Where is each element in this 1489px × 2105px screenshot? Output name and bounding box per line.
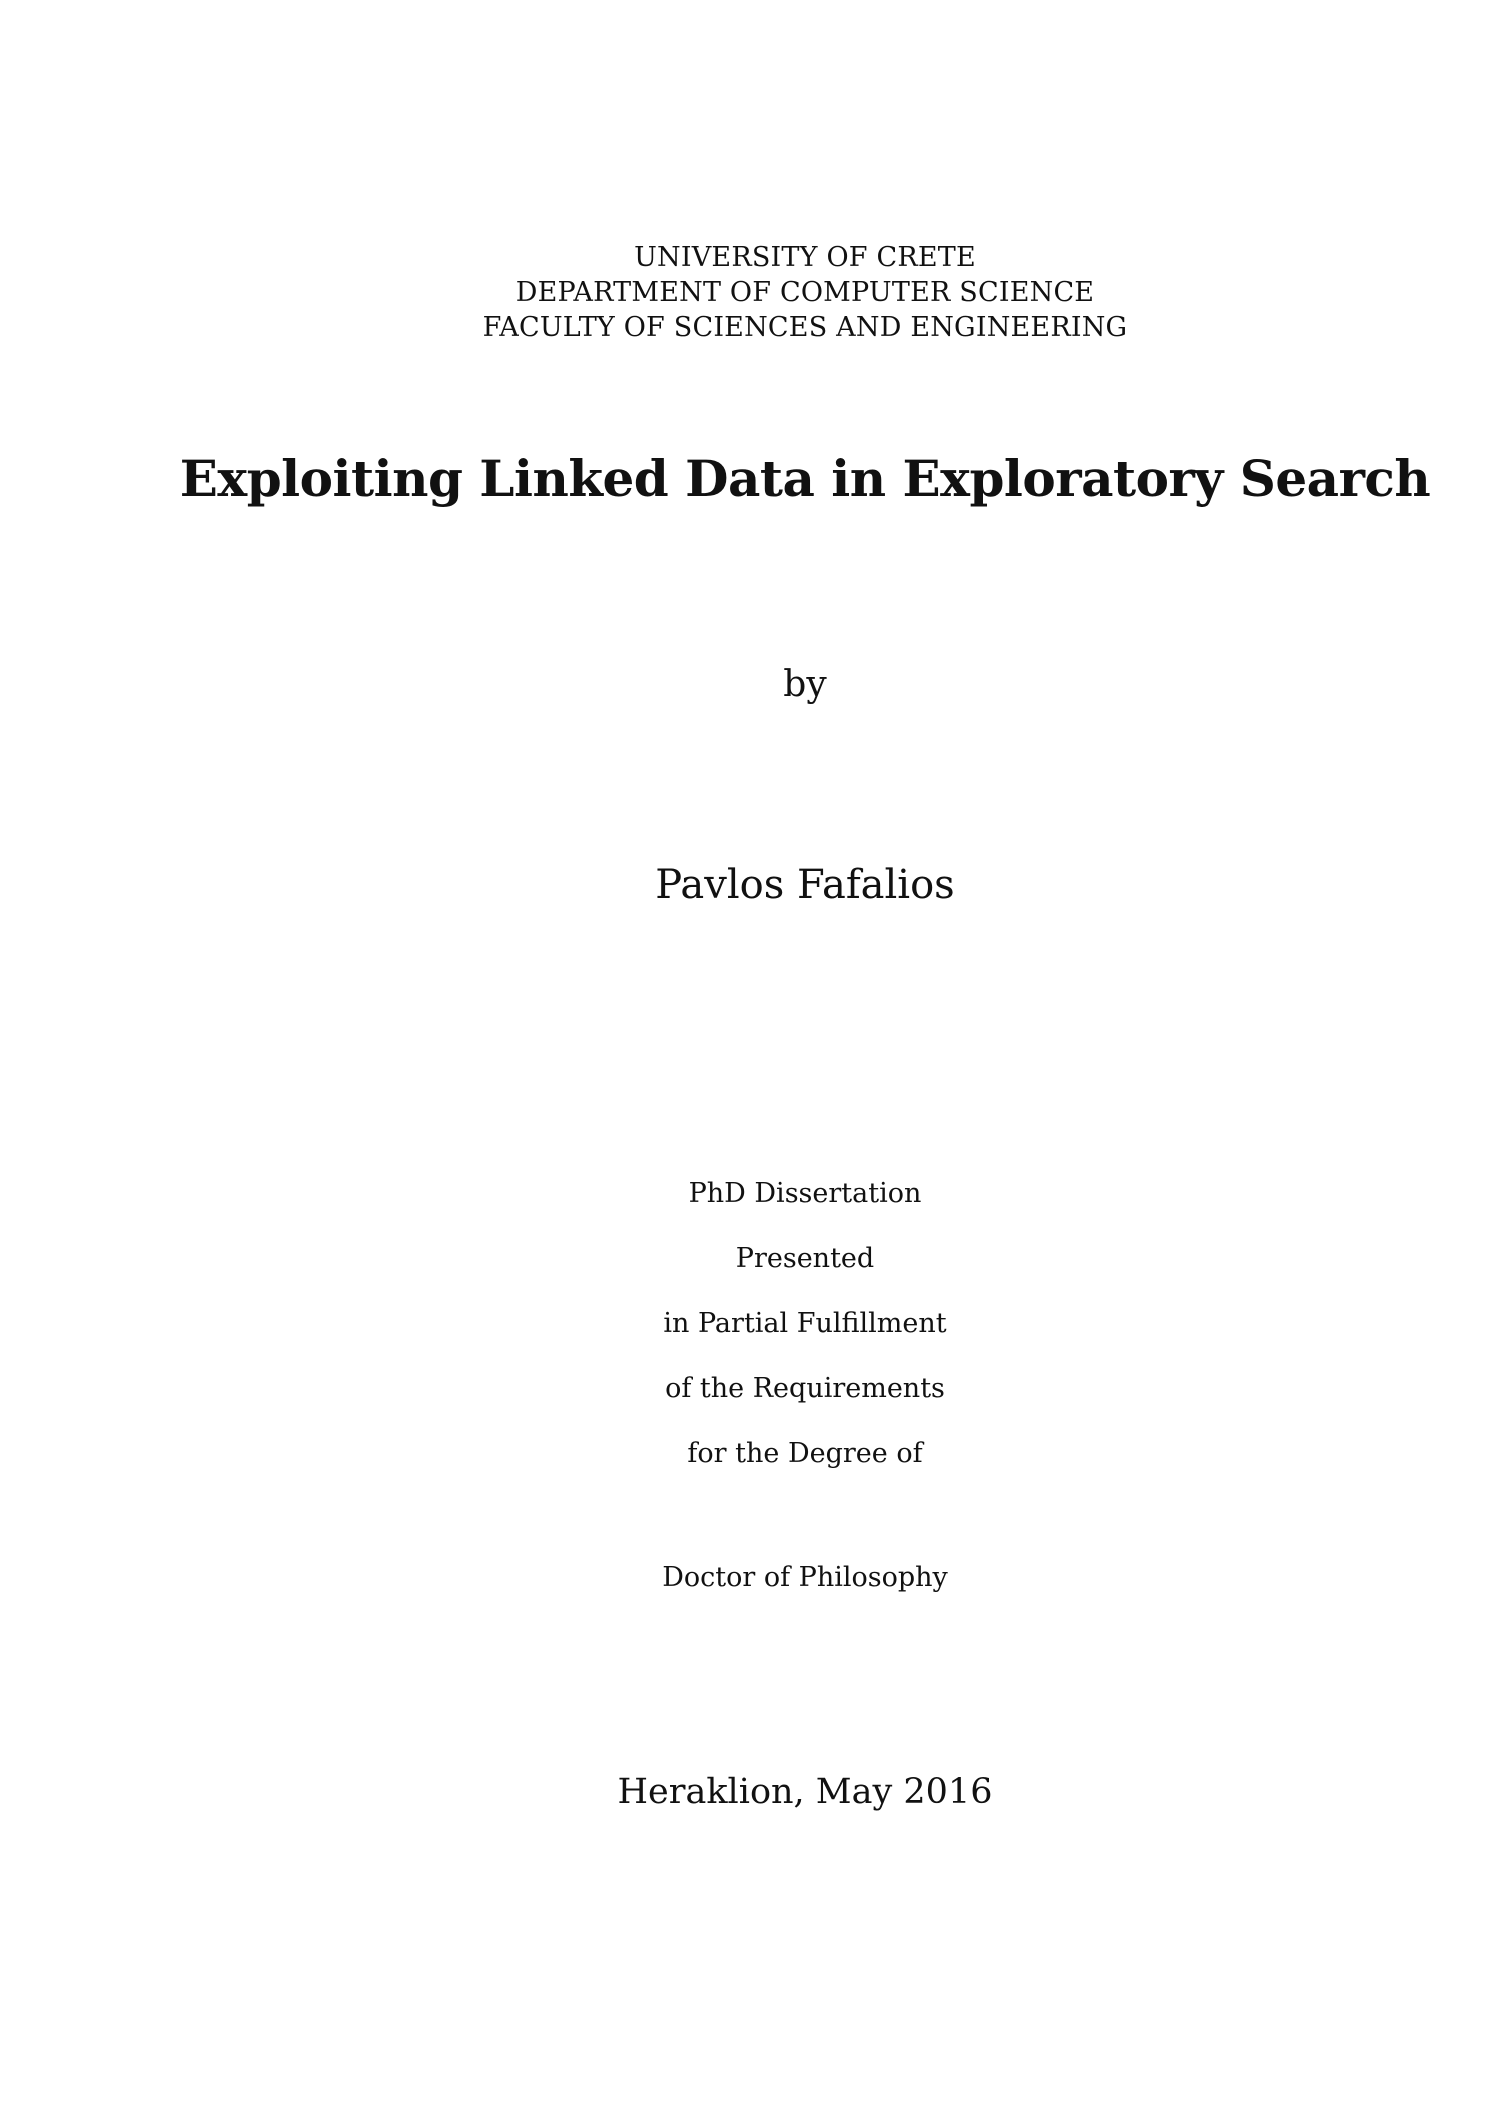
degree-statement-line-1: PhD Dissertation bbox=[688, 1178, 922, 1209]
degree-statement-line-4: of the Requirements bbox=[665, 1373, 945, 1404]
degree-statement-line-3: in Partial Fulfillment bbox=[663, 1308, 947, 1339]
by-label: by bbox=[783, 664, 827, 705]
degree-statement-line-2: Presented bbox=[735, 1243, 875, 1274]
dissertation-title: Exploiting Linked Data in Exploratory Search bbox=[179, 449, 1431, 508]
degree-name: Doctor of Philosophy bbox=[662, 1562, 948, 1593]
department-name: DEPARTMENT OF COMPUTER SCIENCE bbox=[515, 277, 1095, 308]
author-name: Pavlos Fafalios bbox=[655, 862, 955, 908]
faculty-name: FACULTY OF SCIENCES AND ENGINEERING bbox=[482, 312, 1128, 343]
university-name: UNIVERSITY OF CRETE bbox=[634, 242, 976, 273]
degree-statement-line-5: for the Degree of bbox=[687, 1438, 923, 1469]
place-and-date: Heraklion, May 2016 bbox=[617, 1772, 993, 1812]
